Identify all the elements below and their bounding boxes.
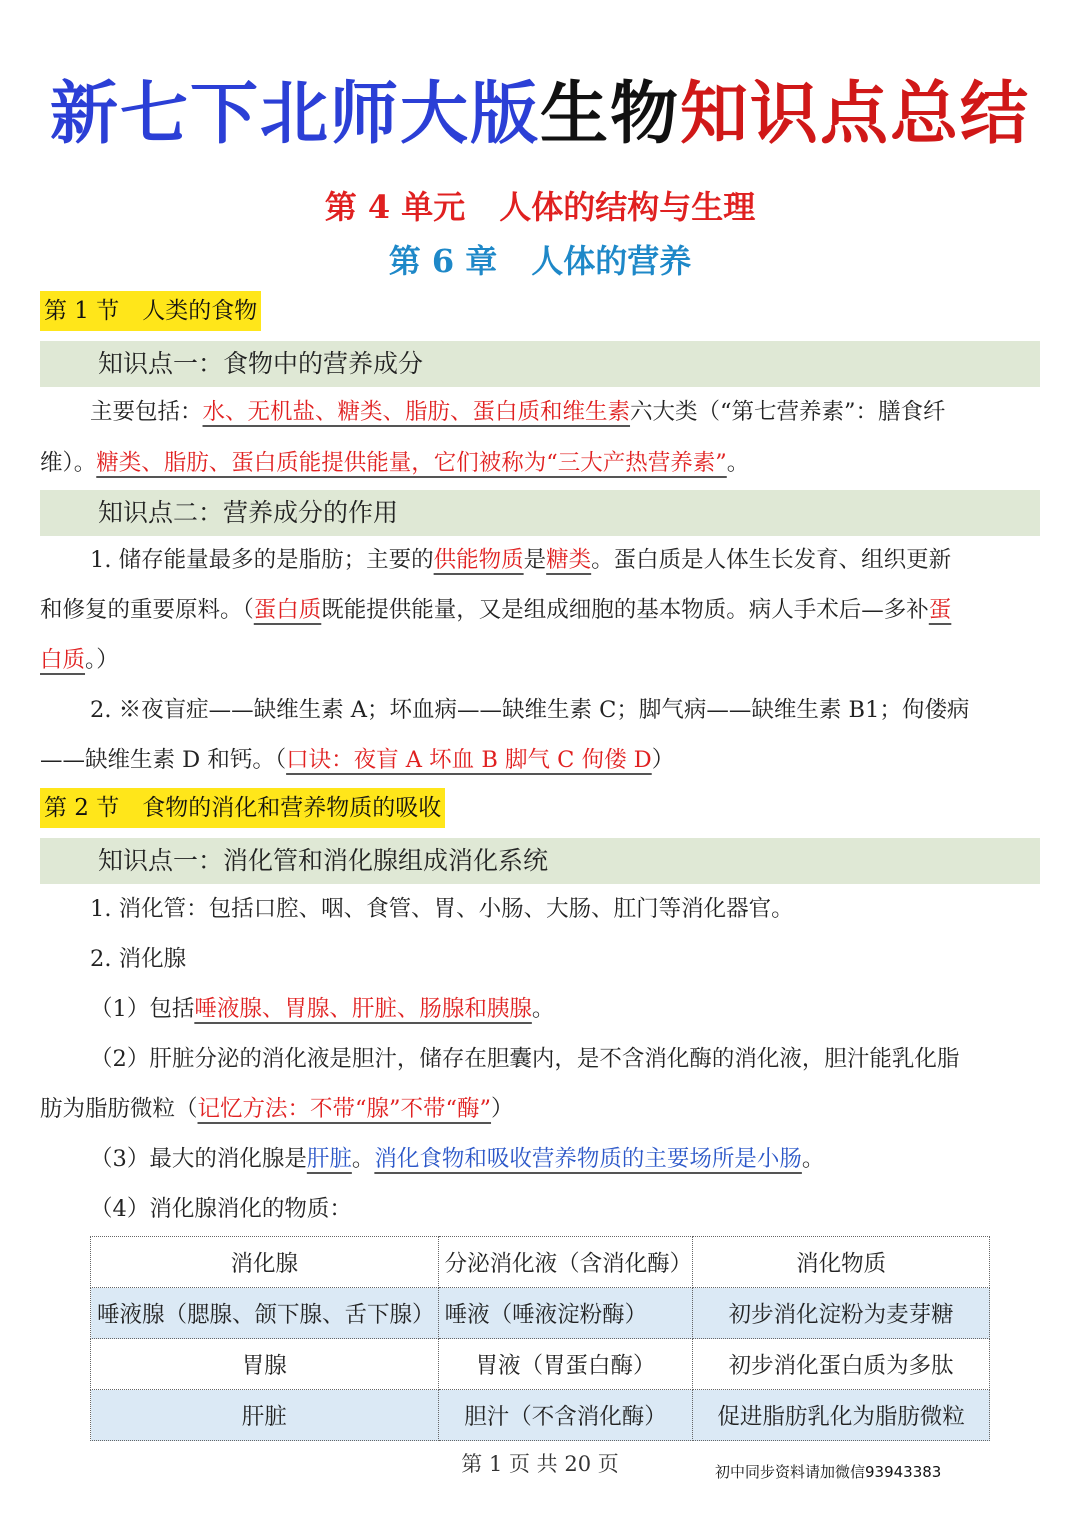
section-heading-1: 第 1 节 人类的食物 xyxy=(40,291,261,331)
highlight-text: 肝脏 xyxy=(306,1146,352,1172)
text-run: 维）。 xyxy=(40,450,97,476)
text-run: 1. 储存能量最多的是脂肪；主要的 xyxy=(90,547,434,573)
text-run: ） xyxy=(491,1096,514,1122)
text-run: 。 xyxy=(351,1146,375,1172)
paragraph-line xyxy=(40,394,1080,426)
chapter-name: 人体的营养 xyxy=(531,242,692,280)
paragraph-line: 1. 消化管：包括口腔、咽、食管、胃、小肠、大肠、肛门等消化器官。 xyxy=(90,896,794,922)
table-header-cell: 分泌消化液（含消化酶） xyxy=(438,1237,693,1288)
text-run: 六大类（“第七营养素”：膳食纤 xyxy=(630,399,946,425)
text-run: 和修复的重要原料。（ xyxy=(40,597,254,623)
footer-note: 初中同步资料请加微信93943383 xyxy=(715,1463,942,1481)
table-cell: 唾液腺（腮腺、颌下腺、舌下腺） xyxy=(91,1288,439,1339)
chapter-title xyxy=(0,236,1080,282)
text-run: （3）最大的消化腺是 xyxy=(90,1146,307,1172)
table-cell: 胃液（胃蛋白酶） xyxy=(438,1339,693,1390)
text-run: ） xyxy=(651,747,675,773)
knowledge-point-heading: 知识点二：营养成分的作用 xyxy=(40,490,1040,536)
unit-title xyxy=(0,182,1080,228)
text-run: 既能提供能量，又是组成细胞的基本物质。病人手术后—多补 xyxy=(321,597,929,623)
main-title-part3: 知识点总结 xyxy=(680,75,1031,154)
paragraph-line xyxy=(40,542,1080,574)
main-title-part1: 新七下北师大版 xyxy=(49,75,540,154)
text-run: 。） xyxy=(85,647,119,673)
highlight-text: 水、无机盐、糖类、脂肪、蛋白质和维生素 xyxy=(202,399,631,425)
text-run: 是 xyxy=(523,547,547,573)
text-run: 。蛋白质是人体生长发育、组织更新 xyxy=(591,547,952,573)
text-run: 。 xyxy=(801,1146,825,1172)
highlight-text: 白质 xyxy=(40,647,86,673)
highlight-text: 唾液腺、胃腺、肝脏、肠腺和胰腺 xyxy=(194,996,532,1022)
paragraph-line: 2. ※夜盲症——缺维生素 A；坏血病——缺维生素 C；脚气病——缺维生素 B1；佝偻病 xyxy=(90,697,970,723)
paragraph-line xyxy=(40,592,1040,624)
text-run: 主要包括： xyxy=(90,399,203,425)
table-header-cell: 消化腺 xyxy=(91,1237,439,1288)
highlight-text: 糖类、脂肪、蛋白质能提供能量，它们被称为“三大产热营养素” xyxy=(96,450,727,476)
table-cell: 唾液（唾液淀粉酶） xyxy=(438,1288,693,1339)
unit-name: 人体的结构与生理 xyxy=(499,188,756,226)
text-run: 。 xyxy=(531,996,555,1022)
highlight-text: 供能物质 xyxy=(433,547,524,573)
paragraph-line: （4）消化腺消化的物质： xyxy=(90,1196,352,1222)
table-row xyxy=(91,1288,990,1339)
table-row xyxy=(91,1390,990,1441)
unit-number: 第 4 单元 xyxy=(324,188,466,226)
table-header-cell: 消化物质 xyxy=(693,1237,990,1288)
table-cell: 胃腺 xyxy=(91,1339,439,1390)
table-row xyxy=(91,1339,990,1390)
paragraph-line xyxy=(40,1141,1080,1173)
highlight-text: 蛋 xyxy=(928,597,952,623)
paragraph-line: 2. 消化腺 xyxy=(90,946,187,972)
highlight-text: 口诀：夜盲 A 坏血 B 脚气 C 佝偻 D xyxy=(286,747,652,773)
knowledge-point-heading: 知识点一：食物中的营养成分 xyxy=(40,341,1040,387)
chapter-number: 第 6 章 xyxy=(388,242,498,280)
paragraph-line xyxy=(40,742,1040,774)
table-cell: 胆汁（不含消化酶） xyxy=(438,1390,693,1441)
paragraph-line xyxy=(40,991,1080,1023)
text-run: 。 xyxy=(726,450,750,476)
section-heading-2: 第 2 节 食物的消化和营养物质的吸收 xyxy=(40,788,445,828)
paragraph-line: （2）肝脏分泌的消化液是胆汁，储存在胆囊内，是不含消化酶的消化液，胆汁能乳化脂 xyxy=(90,1046,960,1072)
highlight-text: 糖类 xyxy=(546,547,592,573)
table-cell: 促进脂肪乳化为脂肪微粒 xyxy=(693,1390,990,1441)
text-run: （1）包括 xyxy=(90,996,195,1022)
digestive-gland-table xyxy=(90,1236,990,1441)
paragraph-line xyxy=(40,1091,1040,1123)
text-run: 肪为脂肪微粒（ xyxy=(40,1096,198,1122)
knowledge-point-heading: 知识点一：消化管和消化腺组成消化系统 xyxy=(40,838,1040,884)
table-cell: 初步消化淀粉为麦芽糖 xyxy=(693,1288,990,1339)
main-title xyxy=(0,60,1080,157)
paragraph-line xyxy=(40,445,1040,477)
table-cell: 初步消化蛋白质为多肽 xyxy=(693,1339,990,1390)
highlight-text: 消化食物和吸收营养物质的主要场所是小肠 xyxy=(374,1146,802,1172)
paragraph-line xyxy=(40,642,1040,674)
page-number: 第 1 页 共 20 页 xyxy=(461,1452,619,1476)
highlight-text: 记忆方法：不带“腺”不带“酶” xyxy=(197,1096,492,1122)
table-cell: 肝脏 xyxy=(91,1390,439,1441)
highlight-text: 蛋白质 xyxy=(253,597,322,623)
table-header-row xyxy=(91,1237,990,1288)
text-run: ——缺维生素 D 和钙。（ xyxy=(40,747,287,773)
main-title-part2: 生物 xyxy=(539,75,680,154)
